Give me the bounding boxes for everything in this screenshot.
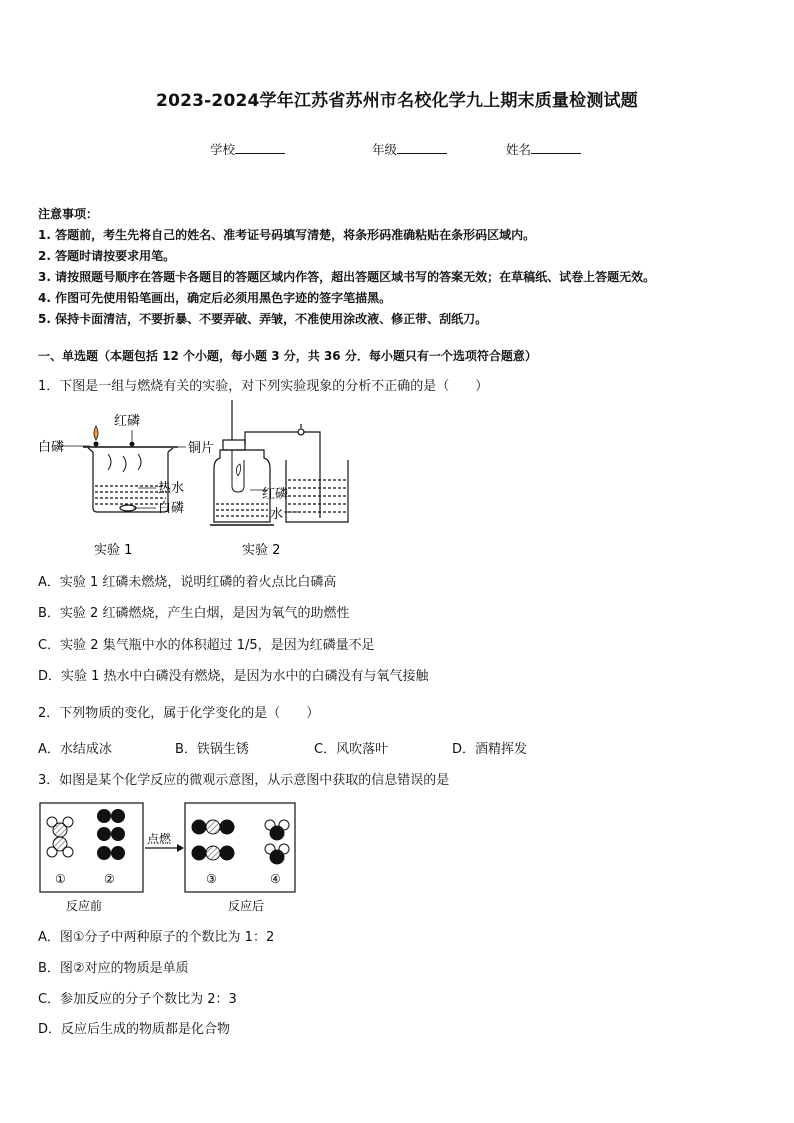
label-experiment2: 实验 2	[242, 543, 281, 558]
grade-label: 年级	[372, 142, 398, 157]
name-field[interactable]	[506, 140, 581, 158]
molecule-4	[265, 820, 289, 864]
molecule-1	[47, 817, 73, 857]
q3-option-b[interactable]: B．图②对应的物质是单质	[38, 961, 189, 976]
q3-option-d[interactable]: D．反应后生成的物质都是化合物	[38, 1022, 231, 1037]
note-item: 5. 保持卡面清洁，不要折暴、不要弄破、弄皱，不准使用涂改液、修正带、刮纸刀。	[38, 312, 488, 326]
school-label: 学校	[210, 142, 236, 157]
flame-icon	[94, 426, 98, 440]
red-phosphorus-dot	[130, 442, 135, 447]
label-water: 水	[270, 507, 284, 522]
grade-field[interactable]	[372, 140, 447, 158]
q3-figure	[38, 800, 308, 918]
school-field[interactable]	[210, 140, 285, 158]
notes	[38, 204, 655, 330]
label-hot-water: 热水	[158, 481, 185, 496]
note-item: 1. 答题前，考生先将自己的姓名、准考证号码填写清楚，将条形码准确粘贴在条形码区域内。	[38, 228, 536, 242]
note-item: 4. 作图可先使用铅笔画出，确定后必须用黑色字迹的签字笔描黑。	[38, 291, 392, 305]
q3-option-a[interactable]: A．图①分子中两种原子的个数比为 1：2	[38, 930, 275, 945]
section-heading: 一、单选题（本题包括 12 个小题，每小题 3 分，共 36 分．每小题只有一个选项符合题意）	[38, 349, 537, 363]
label-experiment1: 实验 1	[94, 543, 133, 558]
label-white-phosphorus: 白磷	[38, 440, 65, 455]
q3-stem: 3．如图是某个化学反应的微观示意图，从示意图中获取的信息错误的是	[38, 773, 450, 788]
white-phosphorus-dot	[94, 442, 99, 447]
label-before: 反应前	[66, 899, 103, 913]
q2-option-b[interactable]: B．铁锅生锈	[175, 742, 249, 757]
q3-option-c[interactable]: C．参加反应的分子个数比为 2：3	[38, 992, 237, 1007]
q2-option-a[interactable]: A．水结成冰	[38, 742, 112, 757]
label-n3: ③	[206, 872, 217, 886]
q2-option-d[interactable]: D．酒精挥发	[452, 742, 528, 757]
label-n2: ②	[104, 872, 115, 886]
note-item: 3. 请按照题号顺序在答题卡各题目的答题区域内作答，超出答题区域书写的答案无效；在草稿纸、试卷上答题无效。	[38, 270, 656, 284]
name-label: 姓名	[506, 142, 532, 157]
q1-option-d[interactable]: D．实验 1 热水中白磷没有燃烧，是因为水中的白磷没有与氧气接触	[38, 669, 429, 684]
q1-option-a[interactable]: A．实验 1 红磷未燃烧，说明红磷的着火点比白磷高	[38, 575, 337, 590]
q1-figure	[38, 400, 368, 565]
q1-option-b[interactable]: B．实验 2 红磷燃烧，产生白烟，是因为氧气的助燃性	[38, 606, 350, 621]
label-white-phosphorus-water: 白磷	[158, 501, 185, 516]
molecule-3	[192, 820, 234, 860]
note-item: 2. 答题时请按要求用笔。	[38, 249, 176, 263]
label-n1: ①	[55, 872, 66, 886]
exam-title: 2023-2024学年江苏省苏州市名校化学九上期末质量检测试题	[156, 91, 638, 111]
molecule-2	[97, 809, 125, 860]
q2-stem: 2．下列物质的变化，属于化学变化的是（ ）	[38, 706, 320, 721]
label-copper: 铜片	[188, 441, 215, 456]
q1-stem: 1．下图是一组与燃烧有关的实验，对下列实验现象的分析不正确的是（ ）	[38, 379, 489, 394]
q2-option-c[interactable]: C．风吹落叶	[314, 742, 389, 757]
q1-option-c[interactable]: C．实验 2 集气瓶中水的体积超过 1/5，是因为红磷量不足	[38, 638, 375, 653]
label-after: 反应后	[228, 899, 265, 913]
reaction-condition: 点燃	[147, 832, 172, 846]
notes-heading: 注意事项：	[38, 207, 99, 221]
label-red-phosphorus-2: 红磷	[262, 487, 289, 502]
label-n4: ④	[270, 872, 281, 886]
label-red-phosphorus: 红磷	[114, 414, 141, 429]
